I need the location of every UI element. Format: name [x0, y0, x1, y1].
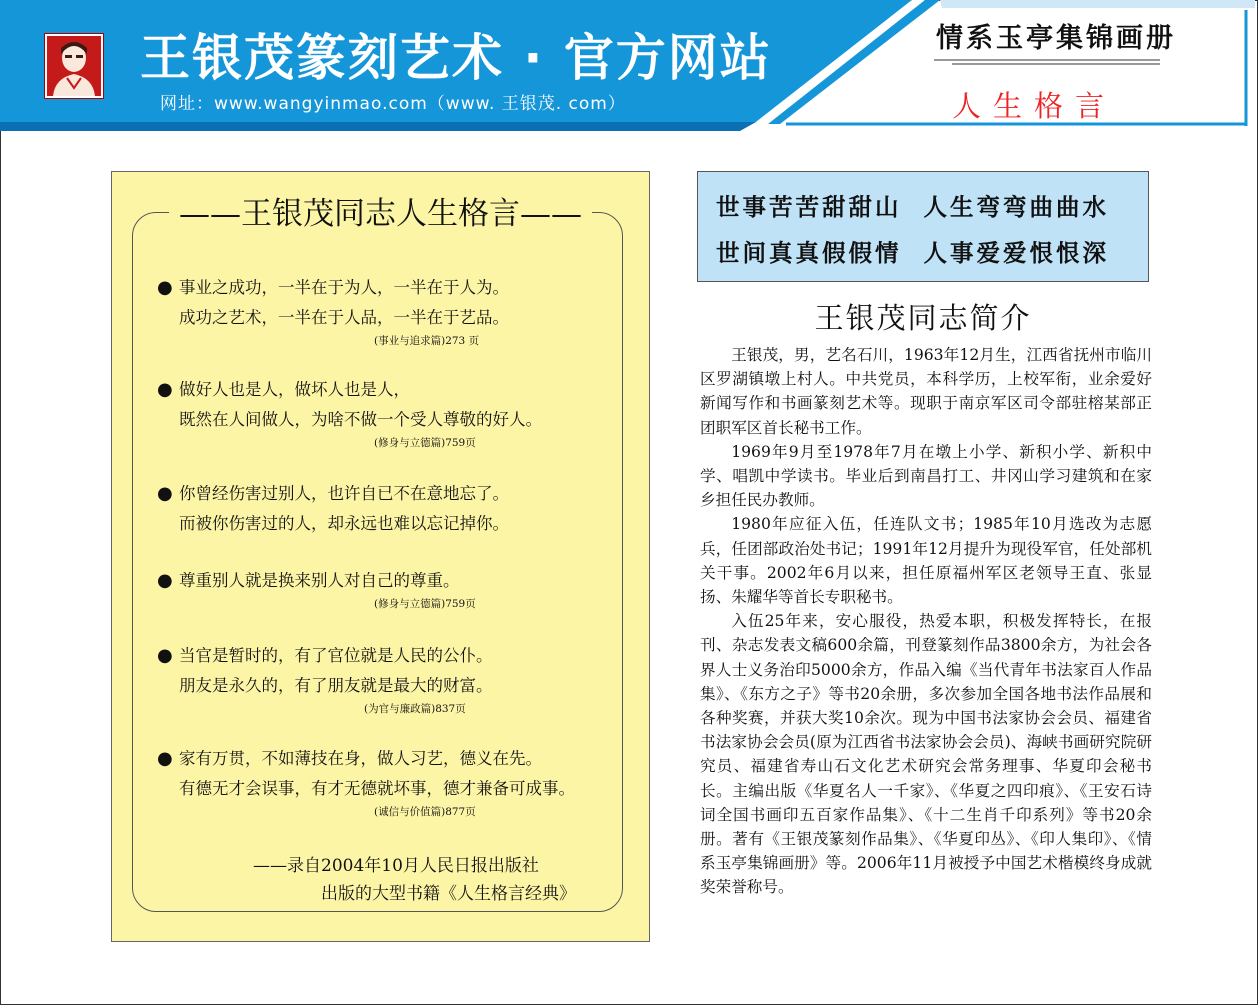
maxim-source: (修身与立德篇)759页	[374, 437, 476, 449]
bio-paragraph: 入伍25年来，安心服役，热爱本职，积极发挥特长，在报刊、杂志发表文稿600余篇，刊登篆刻作品3800余方，为社会各界人士义务治印5000余方，作品入编《当代青年书法家百人作品集》、《东方之子》等书20余册，多次参加全国各地书法作品展和各种奖赛，并获大奖10余次。现为中国书法家协会会员、福建省书法家协会会员(原为江西省书法家协会会员)、海峡书画研究院研究员、福建省寿山石文化艺术研究会常务理事、华夏印会秘书长。主编出版《华夏名人一千家》、《华夏之四印痕》、《王安石诗词全国书画印五百家作品集》、《十二生肖千印系列》等书20余册。著有《王银茂篆刻作品集》、《华夏印丛》、《印人集印》、《情系玉亭集锦画册》等。2006年11月被授予中国艺术楷模终身成就奖荣誉称号。	[700, 612, 1152, 897]
maxim-line: 你曾经伤害过别人，也许自已不在意地忘了。	[179, 484, 509, 503]
bullet-icon: ●	[157, 483, 173, 504]
book-name: 情系玉亭集锦画册	[936, 23, 1176, 54]
maxim-source: (诚信与价值篇)877页	[374, 806, 476, 818]
maxim-line: 而被你伤害过的人，却永远也难以忘记掉你。	[179, 514, 509, 533]
maxim-item	[157, 566, 476, 612]
maxim-line: 当官是暂时的，有了官位就是人民的公仆。	[179, 646, 493, 665]
maxims-title: 王银茂同志人生格言	[241, 196, 520, 232]
maxim-item	[157, 744, 575, 820]
bullet-icon: ●	[157, 570, 173, 591]
maxims-title-wrap	[111, 188, 650, 233]
maxim-line: 做好人也是人，做坏人也是人，	[179, 380, 410, 399]
bullet-icon: ●	[157, 645, 173, 666]
maxim-line: 成功之艺术，一半在于人品，一半在于艺品。	[179, 308, 509, 327]
credit-line: ——录自2004年10月人民日报出版社	[253, 856, 539, 876]
maxim-item	[157, 375, 542, 451]
bio-paragraph: 1969年9月至1978年7月在墩上小学、新积小学、新积中学、唱凯中学读书。毕业后到南昌打工、井冈山学习建筑和在家乡担任民办教师。	[700, 442, 1152, 510]
couplet-row	[716, 188, 1109, 222]
maxim-line: 有德无才会误事，有才无德就坏事，德才兼备可成事。	[179, 779, 575, 798]
maxims-title-text	[169, 196, 592, 232]
maxim-source: (为官与廉政篇)837页	[364, 703, 466, 715]
maxims-credit	[253, 852, 576, 908]
portrait-seal-icon	[45, 34, 103, 98]
maxim-line: 朋友是永久的，有了朋友就是最大的财富。	[179, 676, 493, 695]
bio-body	[700, 343, 1152, 900]
maxim-line: 事业之成功，一半在于为人，一半在于人为。	[179, 278, 509, 297]
bullet-icon: ●	[157, 379, 173, 400]
maxims-title-dash-right: ——	[520, 196, 582, 232]
section-name: 人生格言	[952, 89, 1117, 123]
banner-edge	[0, 122, 756, 131]
bio-paragraph: 1980年应征入伍，任连队文书；1985年10月选改为志愿兵，任团部政治处书记；1991年12月提升为现役军官，任处部机关干事。2002年6月以来，担任原福州军区老领导王直、张显扬、朱耀华等首长专职秘书。	[700, 515, 1152, 607]
site-url[interactable]: 网址：www.wangyinmao.com（www. 王银茂. com）	[160, 94, 626, 114]
maxim-source: (修身与立德篇)759页	[374, 598, 476, 610]
couplet-phrase: 人事爱爱恨恨深	[923, 239, 1109, 267]
maxim-line: 尊重别人就是换来别人对自己的尊重。	[179, 571, 460, 590]
maxim-line: 家有万贯，不如薄技在身，做人习艺，德义在先。	[179, 749, 542, 768]
maxims-title-dash-left: ——	[179, 196, 241, 232]
maxim-item	[157, 273, 509, 349]
couplet-phrase: 人生弯弯曲曲水	[923, 193, 1109, 221]
credit-line: 出版的大型书籍《人生格言经典》	[321, 884, 576, 904]
bullet-icon: ●	[157, 748, 173, 769]
bullet-icon: ●	[157, 277, 173, 298]
couplet-panel	[697, 171, 1149, 282]
site-title: 王银茂篆刻艺术 · 官方网站	[140, 29, 772, 87]
maxim-item	[157, 479, 509, 539]
banner-top-strip	[940, 0, 1255, 8]
couplet-row	[716, 234, 1109, 268]
couplet-phrase: 世事苦苦甜甜山	[716, 193, 902, 221]
couplet-phrase: 世间真真假假情	[716, 239, 902, 267]
bio-paragraph: 王银茂，男，艺名石川，1963年12月生，江西省抚州市临川区罗湖镇墩上村人。中共党员，本科学历，上校军衔，业余爱好新闻写作和书画篆刻艺术等。现职于南京军区司令部驻榕某部正团职军区首长秘书工作。	[700, 346, 1152, 437]
maxim-source: (事业与追求篇)273 页	[374, 335, 480, 347]
avatar	[44, 33, 104, 99]
maxim-item	[157, 641, 493, 717]
bio-title: 王银茂同志简介	[814, 301, 1032, 335]
maxim-line: 既然在人间做人，为啥不做一个受人尊敬的好人。	[179, 410, 542, 429]
